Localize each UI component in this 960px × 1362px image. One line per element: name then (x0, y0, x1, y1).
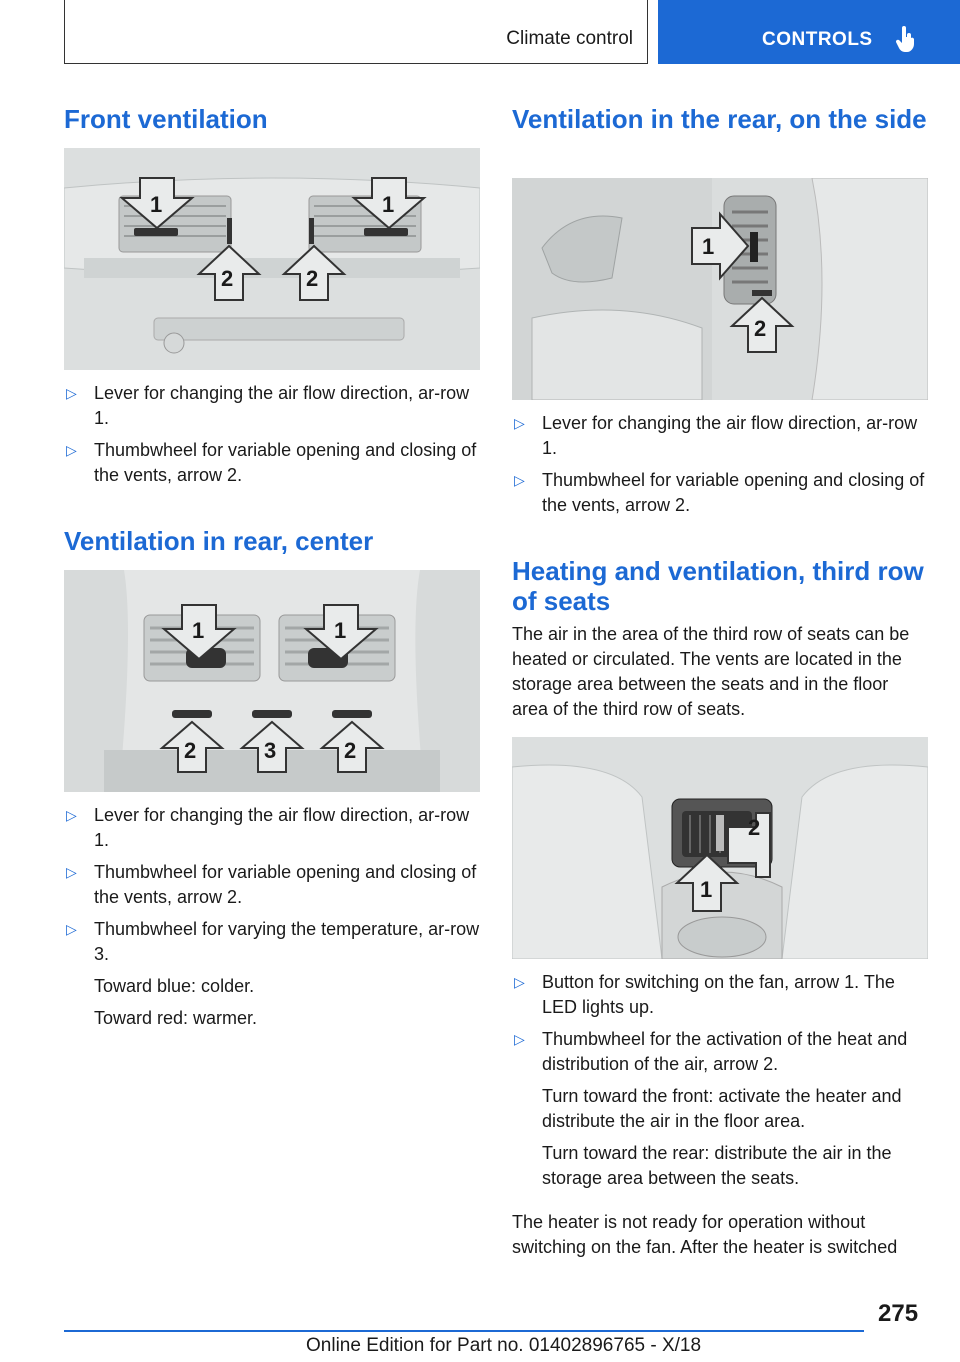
label-arrow-2b: 2 (306, 266, 319, 291)
hand-pointer-icon (896, 26, 916, 57)
rear-center-list (64, 803, 480, 1038)
label-arrow-1: 1 (702, 234, 715, 259)
footer-edition: Online Edition for Part no. 01402896765 - X/18 (306, 1335, 702, 1356)
label-arrow-3: 3 (264, 738, 277, 763)
page-number: 275 (878, 1300, 919, 1327)
triangle-bullet-icon: ▷ (514, 415, 525, 431)
sub-line: Turn toward the front: activate the heater and distribute the air in the floor area. (542, 1086, 902, 1131)
sub-line: Toward blue: colder. (94, 976, 255, 996)
sub-line: Turn toward the rear: distribute the air in the storage area between the seats. (542, 1143, 892, 1188)
rear-side-list (512, 411, 928, 525)
heading-rear-side: Ventilation in the rear, on the side (512, 104, 927, 134)
list-item: ▷ Lever for changing the air flow direction, ar-row 1. (66, 805, 470, 850)
triangle-bullet-icon: ▷ (66, 864, 77, 880)
triangle-bullet-icon: ▷ (66, 921, 77, 937)
figure-third-row-vent (512, 737, 928, 959)
list-item: ▷ Thumbwheel for variable opening and closing of the vents, arrow 2. (514, 470, 925, 515)
label-arrow-2: 2 (748, 815, 761, 840)
triangle-bullet-icon: ▷ (66, 442, 77, 458)
header-section-box (64, 0, 648, 64)
triangle-bullet-icon: ▷ (66, 807, 77, 823)
label-arrow-1b: 1 (382, 192, 395, 217)
label-arrow-1b: 1 (334, 618, 347, 643)
heading-front-ventilation: Front ventilation (64, 104, 268, 134)
header-section-title: Climate control (506, 28, 633, 49)
footer-divider (64, 1330, 864, 1332)
label-arrow-1: 1 (700, 877, 713, 902)
label-arrow-2a: 2 (184, 738, 197, 763)
sub-line: Toward red: warmer. (94, 1008, 258, 1028)
header-chapter-tab[interactable] (658, 0, 960, 64)
triangle-bullet-icon: ▷ (514, 974, 525, 990)
label-arrow-2a: 2 (221, 266, 234, 291)
figure-front-vents (64, 148, 480, 370)
list-item: ▷ Button for switching on the fan, arrow 1. The LED lights up. (514, 972, 895, 1017)
label-arrow-2: 2 (754, 316, 767, 341)
front-ventilation-list (64, 381, 480, 495)
heading-rear-center: Ventilation in rear, center (64, 526, 374, 556)
figure-rear-side-vent (512, 178, 928, 400)
third-row-closing: The heater is not ready for operation without switching on the fan. After the heater is switched (512, 1212, 898, 1257)
header-chapter-label: CONTROLS (762, 29, 873, 50)
third-row-intro: The air in the area of the third row of seats can be heated or circulated. The vents are located in the storage area between the seats and in the floor area of the third row of seats. (512, 624, 910, 719)
label-arrow-1a: 1 (192, 618, 205, 643)
label-arrow-2b: 2 (344, 738, 357, 763)
list-item: ▷ Thumbwheel for varying the temperature, ar-row 3. Toward blue: colder. Toward red: warmer. (64, 917, 480, 1031)
triangle-bullet-icon: ▷ (514, 472, 525, 488)
list-item: ▷ Thumbwheel for the activation of the heat and distribution of the air, arrow 2. Turn toward the front: activate the heater and distribute the air in the floor area. Turn toward the rear: distribute the air in the storage area between the seats. (512, 1027, 928, 1191)
label-arrow-1a: 1 (150, 192, 163, 217)
triangle-bullet-icon: ▷ (66, 385, 77, 401)
list-item: ▷ Thumbwheel for variable opening and closing of the vents, arrow 2. (66, 440, 477, 485)
list-item: ▷ Lever for changing the air flow direction, ar-row 1. (514, 413, 918, 458)
heading-third-row: Heating and ventilation, third row of seats (512, 556, 924, 616)
list-item: ▷ Lever for changing the air flow direction, ar-row 1. (66, 383, 470, 428)
list-item: ▷ Thumbwheel for variable opening and closing of the vents, arrow 2. (66, 862, 477, 907)
third-row-list (512, 970, 928, 1198)
figure-rear-center-vents (64, 570, 480, 792)
triangle-bullet-icon: ▷ (514, 1031, 525, 1047)
